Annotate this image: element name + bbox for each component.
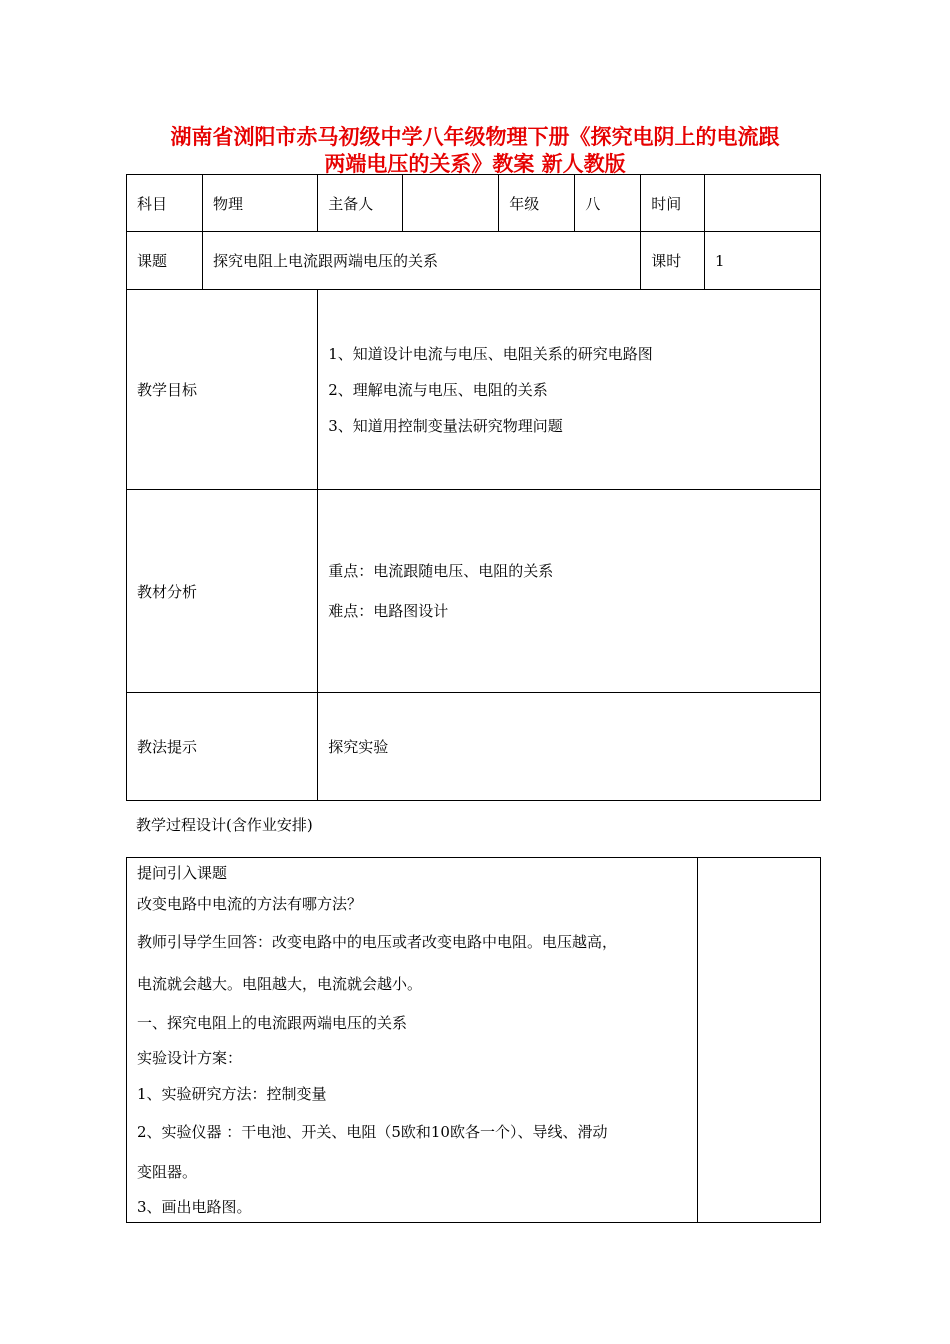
- topic-value: 探究电阻上电流跟两端电压的关系: [203, 232, 641, 290]
- process-line: 改变电路中电流的方法有哪方法？: [137, 895, 363, 913]
- time-label: 时间: [641, 175, 705, 232]
- analysis-list: [318, 490, 821, 693]
- process-line: 提问引入课题: [137, 864, 228, 882]
- goal-item: 1、知道设计电流与电压、电阻关系的研究电路图: [328, 344, 653, 363]
- process-caption: 教学过程设计(含作业安排): [136, 816, 313, 834]
- process-line: 实验设计方案：: [137, 1049, 243, 1067]
- hours-value: 1: [705, 232, 821, 290]
- document-title-line-1: 湖南省浏阳市赤马初级中学八年级物理下册《探究电阴上的电流跟: [170, 125, 780, 149]
- process-line: 3、画出电路图。: [137, 1198, 252, 1216]
- method-value: 探究实验: [318, 693, 821, 801]
- process-line: 2、实验仪器 ：干电池、开关、电阻（5欧和10欧各一个）、导线、滑动: [137, 1123, 608, 1141]
- key-point: 重点：电流跟随电压、电阻的关系: [328, 562, 554, 580]
- grade-value: 八: [575, 175, 641, 232]
- process-notes-column: [698, 858, 821, 1223]
- goals-label: 教学目标: [127, 290, 318, 490]
- topic-label: 课题: [127, 232, 203, 290]
- lesson-info-table: [126, 174, 821, 801]
- difficulty-point: 难点：电路图设计: [328, 602, 449, 620]
- process-line: 一、探究电阻上的电流跟两端电压的关系: [137, 1014, 408, 1032]
- goal-item: 3、知道用控制变量法研究物理问题: [328, 416, 563, 435]
- goals-list: [318, 290, 821, 490]
- hours-label: 课时: [641, 232, 705, 290]
- process-line: 1、实验研究方法：控制变量: [137, 1085, 327, 1103]
- subject-label: 科目: [127, 175, 203, 232]
- preparer-label: 主备人: [318, 175, 403, 232]
- preparer-value: [403, 175, 499, 232]
- process-content: [127, 858, 698, 1223]
- document-title-line-2: 两端电压的关系》教案 新人教版: [324, 152, 626, 176]
- subject-value: 物理: [203, 175, 318, 232]
- process-line: 变阻器。: [137, 1163, 198, 1181]
- method-label: 教法提示: [127, 693, 318, 801]
- grade-label: 年级: [499, 175, 575, 232]
- process-line: 教师引导学生回答：改变电路中的电压或者改变电路中电阻。电压越高，: [137, 933, 618, 951]
- process-line: 电流就会越大。电阻越大，电流就会越小。: [137, 975, 423, 993]
- analysis-label: 教材分析: [127, 490, 318, 693]
- time-value: [705, 175, 821, 232]
- goal-item: 2、理解电流与电压、电阻的关系: [328, 380, 548, 399]
- process-table: [126, 857, 821, 1223]
